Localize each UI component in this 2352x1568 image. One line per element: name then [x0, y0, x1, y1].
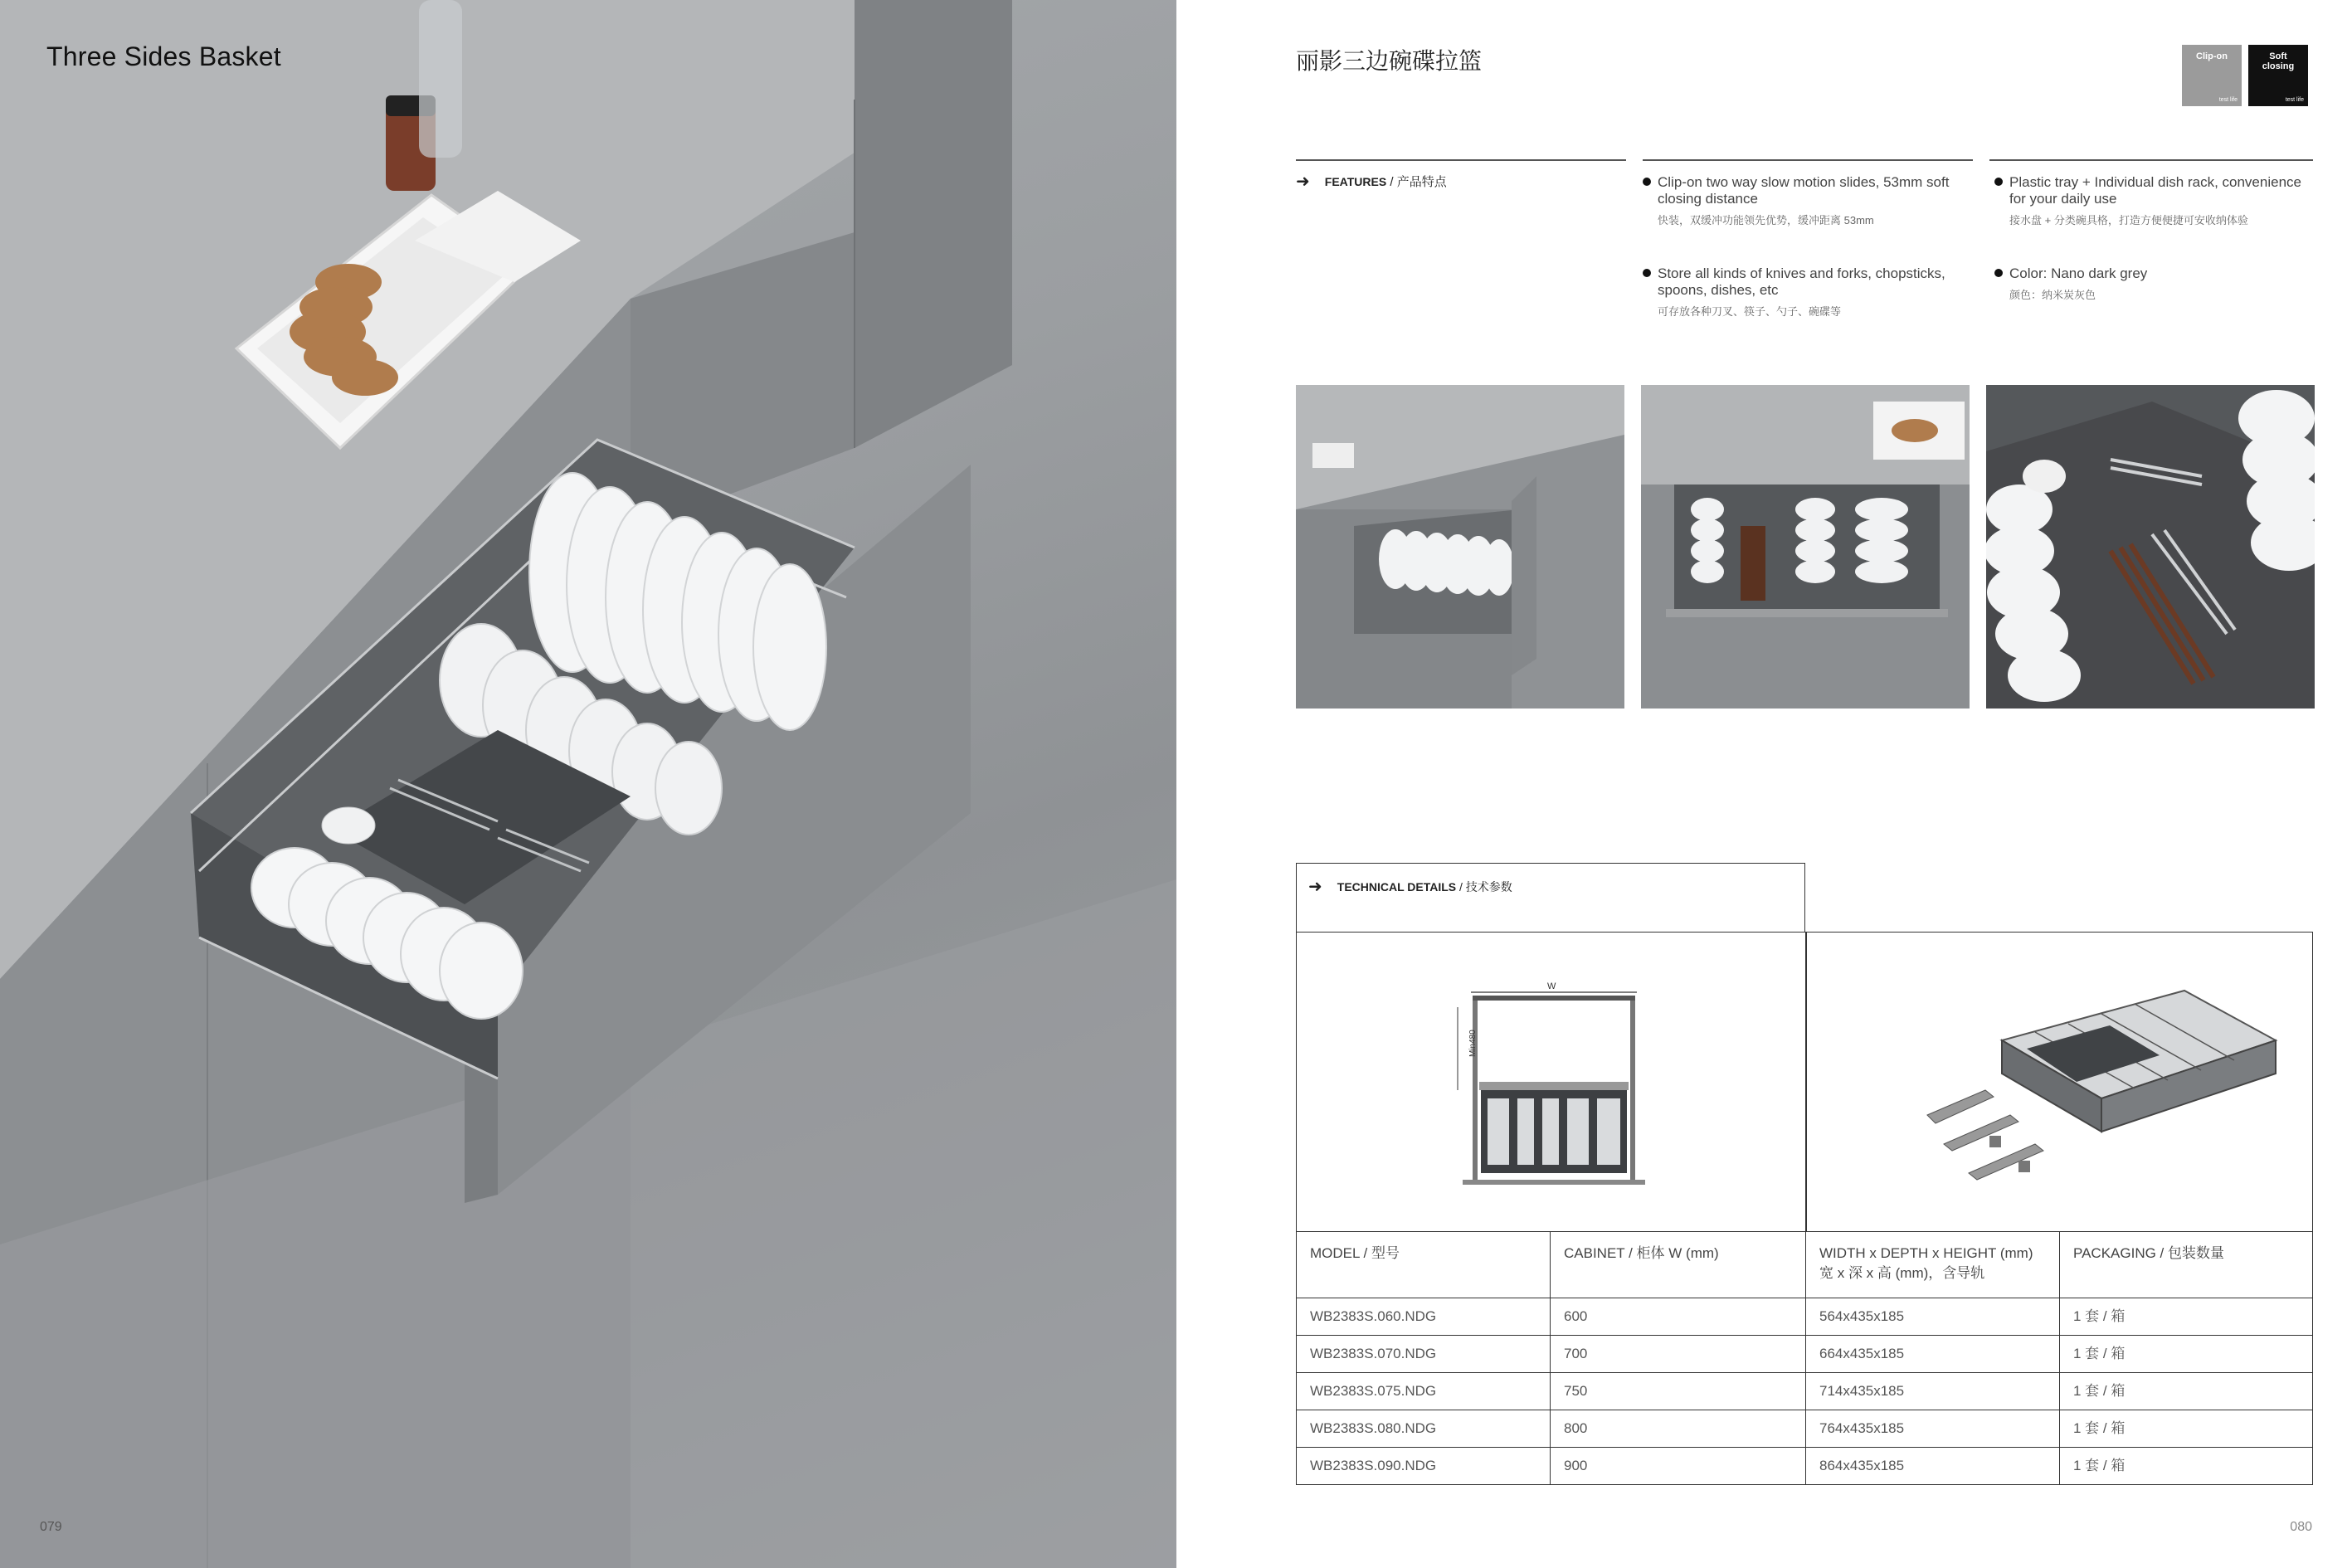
dimensions-cell: 564x435x185: [1806, 1298, 2060, 1336]
feature-text-en: Plastic tray + Individual dish rack, convenience for your daily use: [2009, 174, 2301, 207]
feature-item: [1643, 265, 1958, 320]
column-header-model: [1297, 1232, 1551, 1298]
model-cell: WB2383S.060.NDG: [1297, 1298, 1551, 1336]
detail-photo-1: [1296, 385, 1624, 709]
packaging-cell: 1 套 / 箱: [2060, 1410, 2313, 1448]
arrow-right-icon: ➜: [1308, 878, 1322, 896]
arrow-right-icon: ➜: [1296, 172, 1310, 191]
features-heading-en: FEATURES: [1324, 175, 1387, 188]
badge-label: Clip-on: [2196, 51, 2228, 61]
feature-text-cn: 颜色：纳米炭灰色: [2009, 289, 2096, 301]
divider: [1989, 159, 2313, 161]
table-header-row: [1297, 1232, 2313, 1298]
cabinet-cell: 800: [1551, 1410, 1806, 1448]
divider: [1296, 159, 1626, 161]
feature-item: [1994, 265, 2310, 304]
column-header-cabinet: [1551, 1232, 1806, 1298]
badge-label: Soft closing: [2262, 51, 2295, 71]
bullet-icon: [1643, 178, 1651, 186]
height-label: Min480: [1468, 1030, 1478, 1057]
basket-exploded-drawing: [1911, 966, 2292, 1215]
divider: [1805, 933, 1807, 1231]
model-cell: WB2383S.075.NDG: [1297, 1373, 1551, 1410]
dimensions-cell: 664x435x185: [1806, 1336, 2060, 1373]
column-header-packaging: [2060, 1232, 2313, 1298]
dimensions-cell: 714x435x185: [1806, 1373, 2060, 1410]
header-line: PACKAGING / 包装数量: [2073, 1245, 2224, 1261]
product-spec-page: [1176, 0, 2352, 1568]
badge-sub: test life: [2218, 97, 2238, 103]
detail-photo-3: [1986, 385, 2315, 709]
table-row: [1297, 1448, 2313, 1485]
packaging-cell: 1 套 / 箱: [2060, 1448, 2313, 1485]
dimensions-cell: 864x435x185: [1806, 1448, 2060, 1485]
technical-heading-cn: / 技术参数: [1459, 880, 1512, 894]
feature-item: [1643, 174, 1958, 229]
bullet-icon: [1994, 178, 2003, 186]
header-line: CABINET / 柜体 W (mm): [1564, 1245, 1719, 1261]
bullet-icon: [1994, 269, 2003, 277]
model-cell: WB2383S.070.NDG: [1297, 1336, 1551, 1373]
feature-text-cn: 快装，双缓冲功能领先优势，缓冲距离 53mm: [1658, 214, 1874, 226]
feature-text-cn: 接水盘 + 分类碗具格，打造方便便捷可安收纳体验: [2009, 214, 2248, 226]
front-elevation-drawing: [1446, 982, 1653, 1198]
model-cell: WB2383S.090.NDG: [1297, 1448, 1551, 1485]
spec-table: [1296, 1231, 2313, 1485]
header-line: MODEL / 型号: [1310, 1245, 1400, 1261]
technical-details-header: [1296, 863, 1805, 933]
table-row: [1297, 1336, 2313, 1373]
features-heading: [1296, 173, 1447, 190]
features-heading-cn: / 产品特点: [1390, 175, 1447, 189]
divider: [1643, 159, 1973, 161]
feature-text-en: Color: Nano dark grey: [2009, 265, 2148, 281]
column-header-dimensions: [1806, 1232, 2060, 1298]
feature-text-en: Store all kinds of knives and forks, chopsticks, spoons, dishes, etc: [1658, 265, 1945, 298]
dimensions-cell: 764x435x185: [1806, 1410, 2060, 1448]
badge-sub: test life: [2285, 97, 2304, 103]
table-row: [1297, 1373, 2313, 1410]
cabinet-cell: 900: [1551, 1448, 1806, 1485]
width-label: W: [1547, 982, 1556, 991]
product-title-cn: 丽影三边碗碟拉篮: [1296, 48, 1483, 74]
feature-text-en: Clip-on two way slow motion slides, 53mm soft closing distance: [1658, 174, 1950, 207]
detail-photo-2: [1641, 385, 1970, 709]
page-title: Three Sides Basket: [46, 41, 281, 71]
technical-heading-en: TECHNICAL DETAILS: [1337, 880, 1457, 894]
feature-item: [1994, 174, 2310, 229]
packaging-cell: 1 套 / 箱: [2060, 1373, 2313, 1410]
technical-diagrams: [1296, 932, 2313, 1232]
table-row: [1297, 1410, 2313, 1448]
packaging-cell: 1 套 / 箱: [2060, 1298, 2313, 1336]
cabinet-cell: 750: [1551, 1373, 1806, 1410]
cabinet-cell: 600: [1551, 1298, 1806, 1336]
table-row: [1297, 1298, 2313, 1336]
packaging-cell: 1 套 / 箱: [2060, 1336, 2313, 1373]
header-line: WIDTH x DEPTH x HEIGHT (mm): [1819, 1245, 2033, 1261]
cabinet-cell: 700: [1551, 1336, 1806, 1373]
page-number: 079: [40, 1520, 62, 1534]
soft-closing-badge: [2248, 45, 2308, 106]
bullet-icon: [1643, 269, 1651, 277]
clip-on-badge: [2182, 45, 2242, 106]
model-cell: WB2383S.080.NDG: [1297, 1410, 1551, 1448]
technical-heading: [1308, 879, 1512, 895]
page-number: 080: [2290, 1520, 2312, 1534]
feature-text-cn: 可存放各种刀叉、筷子、勺子、碗碟等: [1658, 305, 1842, 318]
header-line-sub: 宽 x 深 x 高 (mm)，含导轨: [1819, 1265, 1985, 1281]
